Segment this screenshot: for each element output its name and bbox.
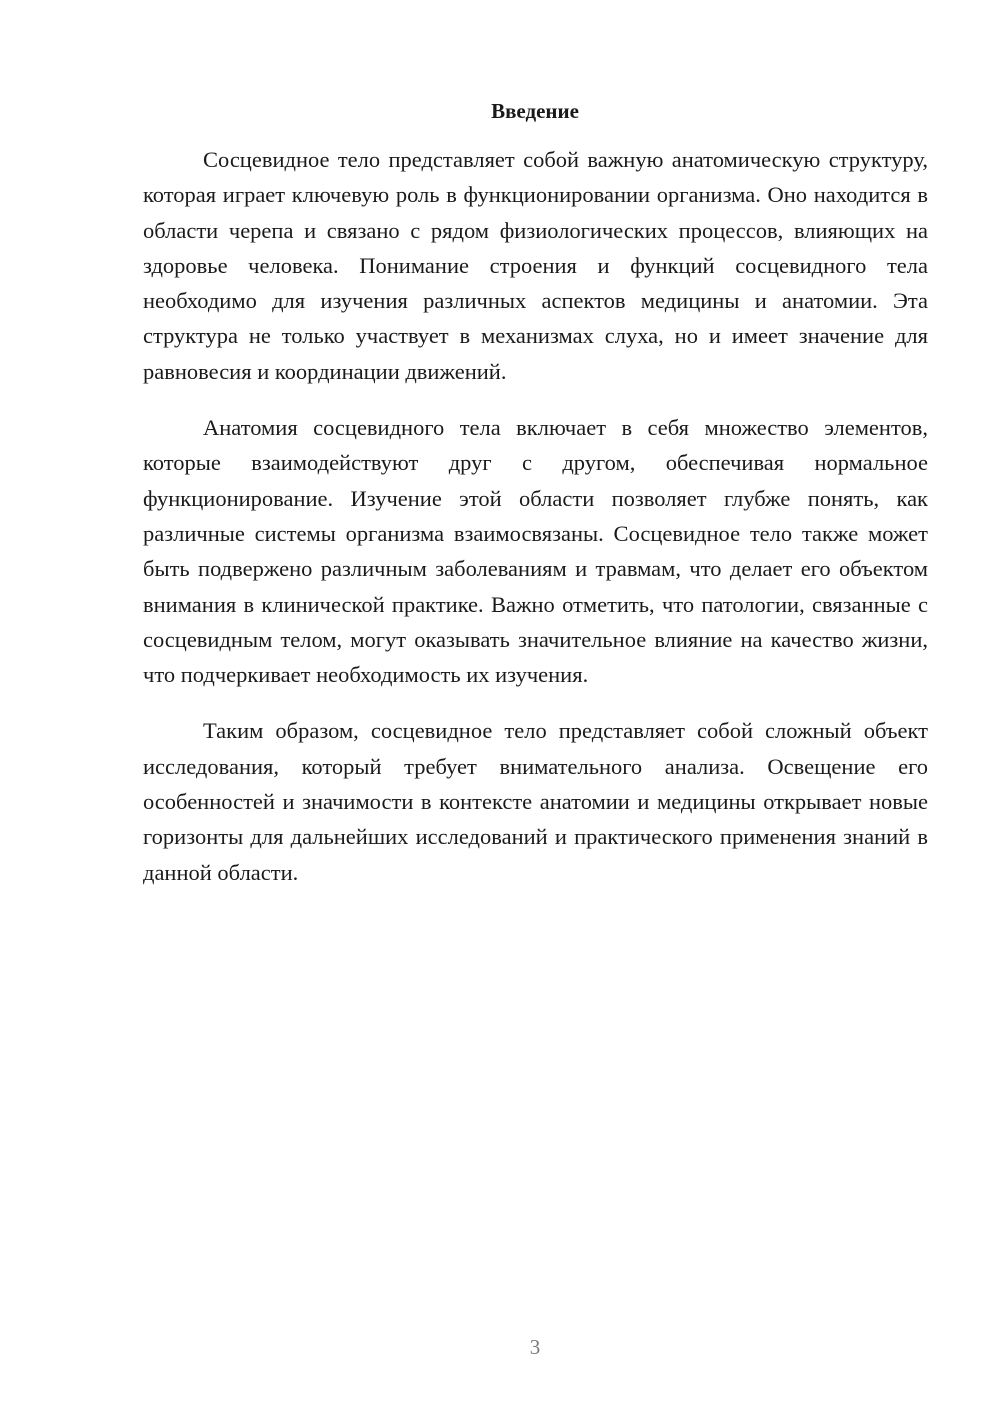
page-number: 3 [529,1335,541,1359]
paragraph-3: Таким образом, сосцевидное тело представляет собой сложный объект исследования, который требует внимательного анализа. Освещение его особенностей и значимости в контексте анатомии и медицины открывает новые горизонты для дальнейших исследований и практического применения знаний в данной области. [143,718,928,885]
paragraph-1: Сосцевидное тело представляет собой важную анатомическую структуру, которая играет ключевую роль в функционировании организма. Оно находится в области черепа и связано с рядом физиологических процессов, влияющих на здоровье человека. Понимание строения и функций сосцевидного тела необходимо для изучения различных аспектов медицины и анатомии. Эта структура не только участвует в механизмах слуха, но и имеет значение для равновесия и координации движений. [143,147,928,384]
body-text [143,142,928,911]
paragraph-2: Анатомия сосцевидного тела включает в себя множество элементов, которые взаимодействуют друг с другом, обеспечивая нормальное функционирование. Изучение этой области позволяет глубже понять, как различные системы организма взаимосвязаны. Сосцевидное тело также может быть подвержено различным заболеваниям и травмам, что делает его объектом внимания в клинической практике. Важно отметить, что патологии, связанные с сосцевидным телом, могут оказывать значительное влияние на качество жизни, что подчеркивает необходимость их изучения. [143,415,928,688]
section-title: Введение [491,99,579,123]
